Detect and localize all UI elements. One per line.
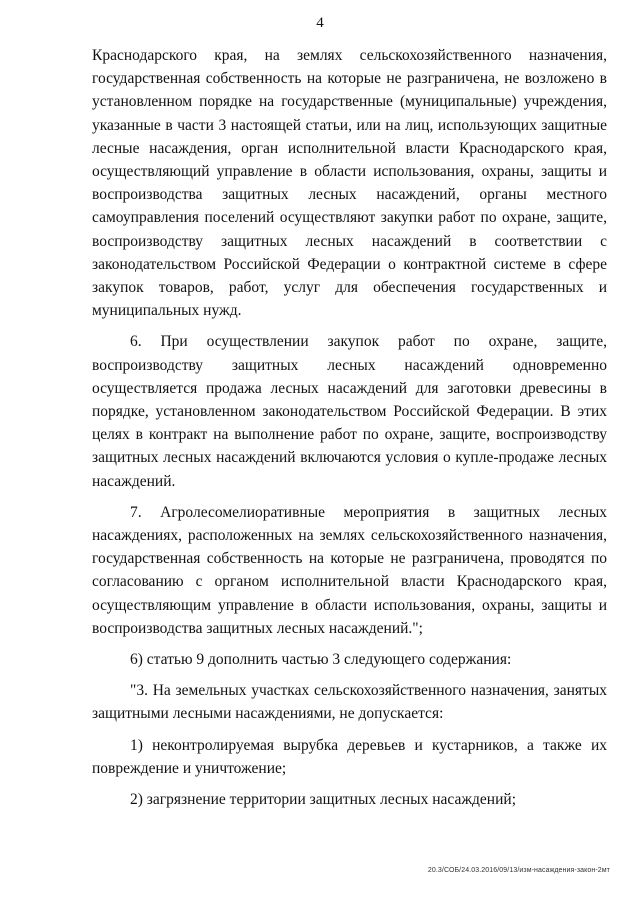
list-item-2: 2) загрязнение территории защитных лесных насаждений; xyxy=(130,791,516,809)
paragraph-item-7: 7. Агролесомелиоративные мероприятия в защитных лесных насаждениях, расположенных на землях сельскохозяйственного назначения, государственная собственность на которые не разграничена, проводятся по согласованию с органом исполнительной власти Краснодарского края, осуществляющим управление в области использования, охраны, защиты и воспроизводства защитных лесных насаждений."; xyxy=(92,503,607,637)
list-item-1: 1) неконтролируемая вырубка деревьев и кустарников, а также их повреждение и уничтожение; xyxy=(92,736,607,777)
paragraph-item-6: 6. При осуществлении закупок работ по охране, защите, воспроизводству защитных лесных насаждений одновременно осуществляется продажа лесных насаждений для заготовки древесины в порядке, установленном законодательством Российской Федерации. В этих целях в контракт на выполнение работ по охране, защите, воспроизводству защитных лесных насаждений включаются условия о купле-продаже лесных насаждений. xyxy=(92,333,607,490)
document-body xyxy=(92,44,607,811)
footer-file-reference: 20.3/СОБ/24.03.2016/09/13/изм-насаждения-закон-2мт xyxy=(427,867,610,874)
page-number: 4 xyxy=(316,15,324,31)
paragraph-amendment-6: 6) статью 9 дополнить частью 3 следующего содержания: xyxy=(130,651,512,669)
paragraph-part-3-intro: "3. На земельных участках сельскохозяйственного назначения, занятых защитными лесными насаждениями, не допускается: xyxy=(92,682,607,723)
paragraph-continuation: Краснодарского края, на землях сельскохозяйственного назначения, государственная собственность на которые не разграничена, не возложено в установленном порядке на государственные (муниципальные) учреждения, указанные в части 3 настоящей статьи, или на лиц, использующих защитные лесные насаждения, орган исполнительной власти Краснодарского края, осуществляющий управление в области использования, охраны, защиты и воспроизводства защитных лесных насаждений, органы местного самоуправления поселений осуществляют закупки работ по охране, защите, воспроизводству защитных лесных насаждений в соответствии с законодательством Российской Федерации о контрактной системе в сфере закупок товаров, работ, услуг для обеспечения государственных и муниципальных нужд. xyxy=(92,47,607,320)
